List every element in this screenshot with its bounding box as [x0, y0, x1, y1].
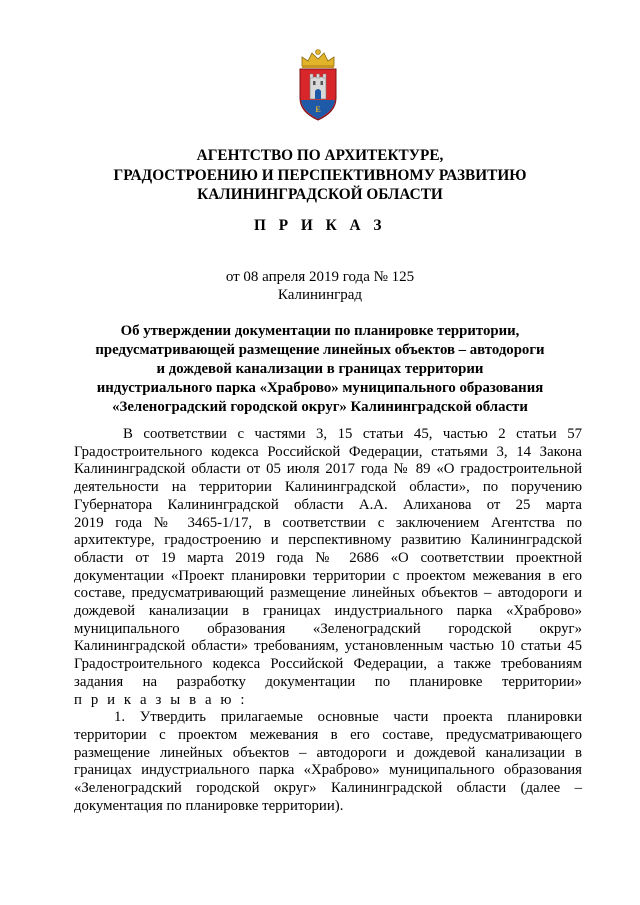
document-type: П Р И К А З [254, 217, 386, 234]
body-line: Калининградской области» требованиям, установленным частью 10 статьи 45 [74, 638, 582, 655]
item-line: размещение линейных объектов – автодороги и дождевой канализации в [74, 744, 582, 761]
body-line: составе, предусматривающий размещение линейных объектов – автодороги и [74, 585, 582, 602]
agency-name [60, 146, 580, 205]
body-line: дождевой канализации в границах индустриального парка «Храброво» [74, 603, 582, 620]
document-title [60, 322, 580, 417]
body-line: Калининградской области от 05 июля 2017 года № 89 «О градостроительной [74, 461, 582, 478]
item-line: границах индустриального парка «Храброво» муниципального образования [74, 762, 582, 779]
body-line: задания на разработку документации по планировке территории» [74, 673, 582, 690]
item-line: территории с проектом межевания в его составе, предусматривающего [74, 726, 582, 743]
body-line: муниципального образования «Зеленоградский городской округ» [74, 620, 582, 637]
body-line: Градостроительного кодекса Российской Федерации, статьями 3, 14 Закона [74, 443, 582, 460]
city: Калининград [277, 287, 363, 303]
item-line: 1. Утвердить прилагаемые основные части проекта планировки [114, 709, 582, 726]
body-line: деятельности на территории Калининградской области», по поручению [74, 479, 582, 496]
svg-text:Е: Е [315, 105, 321, 114]
order-word: п р и к а з ы в а ю : [74, 691, 248, 708]
body-line: 2019 года № 3465-1/17, в соответствии с заключением Агентства по [74, 514, 582, 531]
title-line: индустриального парка «Храброво» муниципального образования [96, 380, 544, 396]
agency-name-line: КАЛИНИНГРАДСКОЙ ОБЛАСТИ [197, 186, 443, 204]
body-line: документации «Проект планировки территории с проектом межевания в его [74, 567, 582, 584]
body-line: Градостроительного кодекса Российской Федерации, а также требованиям [74, 656, 582, 673]
body-line: В соответствии с частями 3, 15 статьи 45, частью 2 статьи 57 [123, 426, 582, 442]
date-number: от 08 апреля 2019 года № 125 [225, 269, 415, 285]
item-line: «Зеленоградский городской округ» Калининградской области (далее – [74, 780, 582, 797]
title-line: и дождевой канализации в границах территории [156, 361, 484, 377]
title-line: «Зеленоградский городской округ» Калининградской области [112, 399, 528, 415]
title-line: предусматривающей размещение линейных объектов – автодороги [95, 342, 545, 358]
body-line: области от 19 марта 2019 года № 2686 «О соответствии проектной [74, 549, 582, 566]
body-line: архитектуре, градостроению и перспективному развитию Калининградской [74, 532, 582, 549]
agency-name-line: ГРАДОСТРОЕНИЮ И ПЕРСПЕКТИВНОМУ РАЗВИТИЮ [113, 166, 527, 184]
body-line: Губернатора Калининградской области А.А. Алиханова от 25 марта [74, 496, 582, 513]
document-body [74, 426, 582, 815]
kaliningrad-coat-of-arms-icon [296, 46, 340, 124]
title-line: Об утверждении документации по планировке территории, [120, 323, 520, 339]
item-line: документация по планировке территории). [74, 797, 344, 814]
agency-name-line: АГЕНТСТВО ПО АРХИТЕКТУРЕ, [196, 147, 444, 164]
document-meta [60, 268, 580, 304]
